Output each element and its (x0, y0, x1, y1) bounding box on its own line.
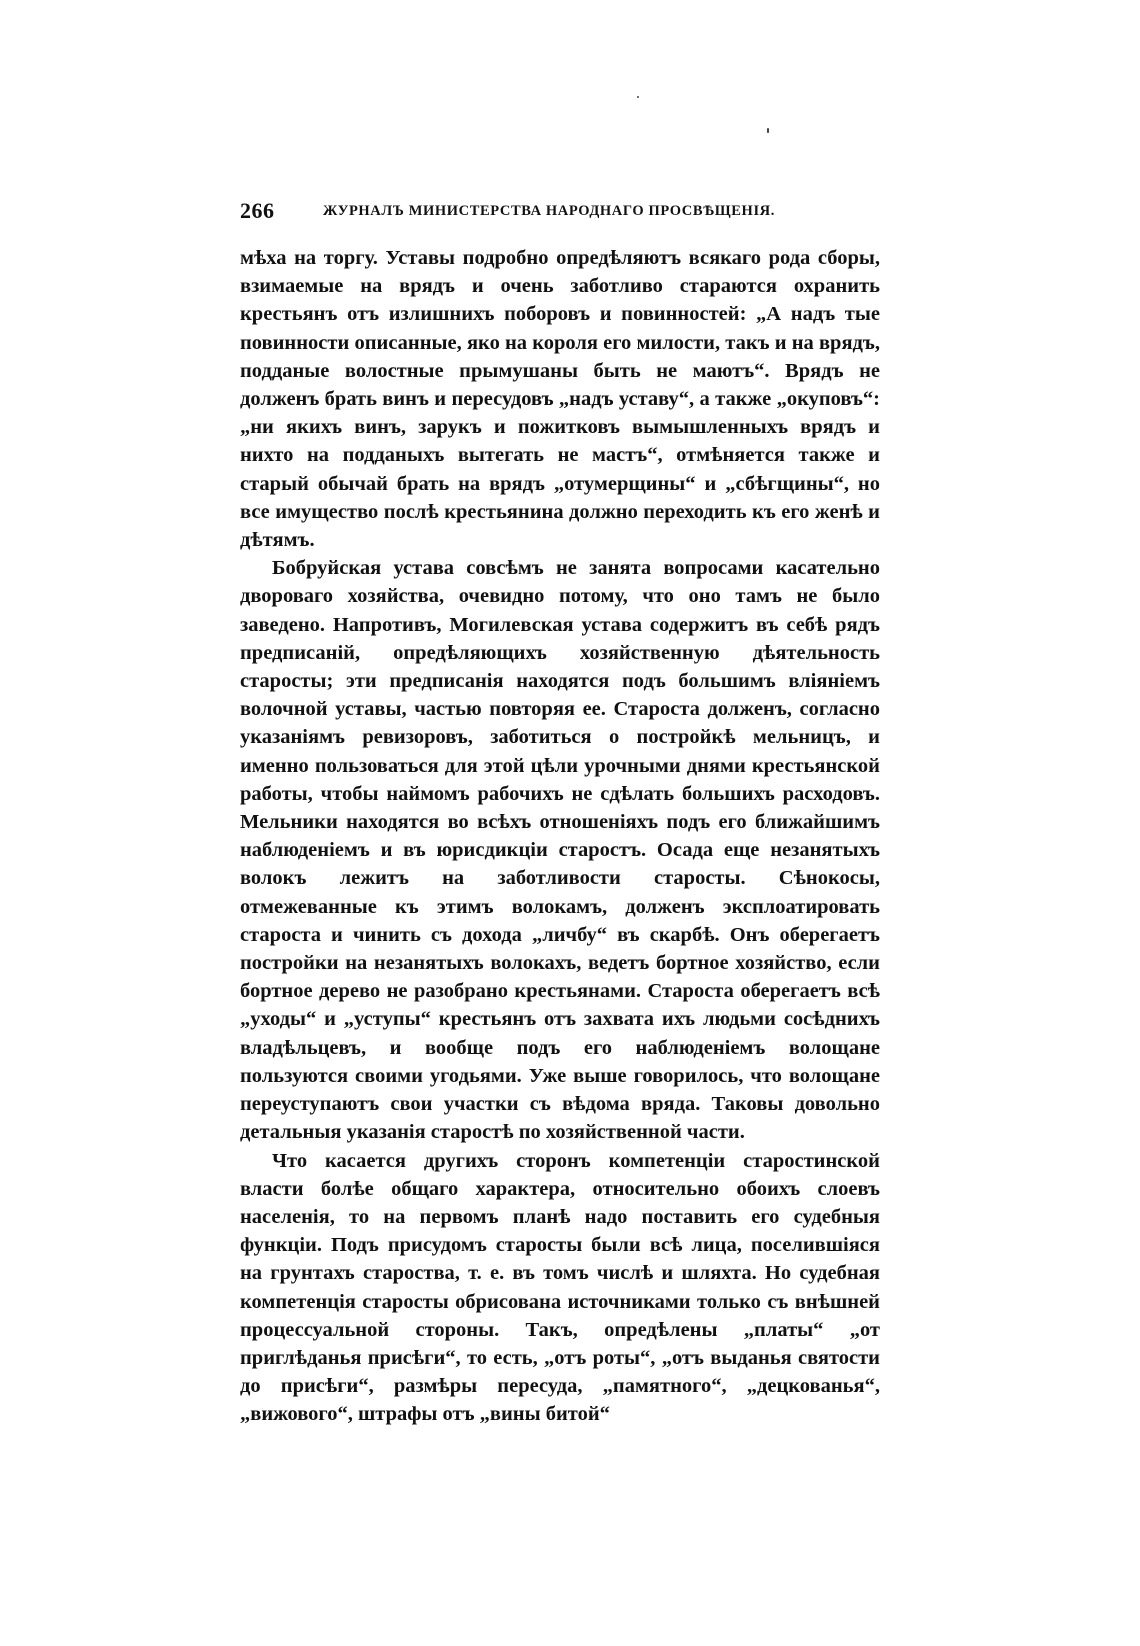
page-header (240, 198, 880, 228)
page-number: 266 (240, 198, 275, 223)
paragraph-starosta-competence: Что касается другихъ сторонъ компетенціи старостинской власти болѣе общаго характера, относительно обоихъ слоевъ населенія, то на первомъ планѣ надо поставить его судебныя функціи. Подъ присудомъ старосты были всѣ лица, поселившіяся на грунтахъ староства, т. е. въ томъ числѣ и шляхта. Но судебная компетенція старосты обрисована источниками только съ внѣшней процессуальной стороны. Такъ, опредѣлены „платы“ „от приглѣданья присѣги“, то есть, „отъ роты“, „отъ выданья святости до присѣги“, размѣры пересуда, „памятного“, „децкованья“, „вижового“, штрафы отъ „вины битой“ (240, 1149, 880, 1426)
paragraph-bobruisk-ustava: Бобруйская устава совсѣмъ не занята вопросами касательно двороваго хозяйства, очевидно потому, что оно тамъ не было заведено. Напротивъ, Могилевская устава содержитъ въ себѣ рядъ предписаній, опредѣляющихъ хозяйственную дѣятельность старосты; эти предписанія находятся подъ большимъ вліяніемъ волочной уставы, частью повторяя ее. Староста долженъ, согласно указаніямъ ревизоровъ, заботиться о постройкѣ мельницъ, и именно пользоваться для этой цѣли урочными днями крестьянской работы, чтобы наймомъ рабочихъ не сдѣлать большихъ расходовъ. Мельники находятся во всѣхъ отношеніяхъ подъ его ближайшимъ наблюденіемъ и въ юрисдикціи старостъ. Осада еще незанятыхъ волокъ лежитъ на заботливости старосты. Сѣнокосы, отмежеванные къ этимъ волокамъ, долженъ эксплоатировать староста и чинить съ дохода „личбу“ въ скарбѣ. Онъ оберегаетъ постройки на незанятыхъ волокахъ, ведетъ бортное хозяйство, если бортное дерево не разобрано крестьянами. Староста оберегаетъ всѣ „уходы“ и „уступы“ крестьянъ отъ захвата ихъ людьми сосѣднихъ владѣльцевъ, и вообще подъ его наблюденіемъ волощане пользуются своими угодьями. Уже выше говорилось, что волощане переуступаютъ свои участки съ вѣдома вряда. Таковы довольно детальныя указанія старостѣ по хозяйственной части. (240, 557, 880, 1144)
running-title: ЖУРНАЛЪ МИНИСТЕРСТВА НАРОДНАГО ПРОСВѢЩЕНІЯ. (323, 203, 775, 219)
dust-speck (767, 128, 769, 133)
dust-speck (637, 96, 639, 98)
body-text (240, 244, 880, 1429)
paragraph-continued: мѣха на торгу. Уставы подробно опредѣляютъ всякаго рода сборы, взимаемые на врядъ и очень заботливо стараются охранить крестьянъ отъ излишнихъ поборовъ и повинностей: „А надъ тые повинности описанные, яко на короля его милости, такъ и на врядъ, подданые волостные прымушаны быть не маютъ“. Врядъ не долженъ брать винъ и пересудовъ „надъ уставу“, а также „окуповъ“: „ни якихъ винъ, зарукъ и пожитковъ вымышленныхъ врядъ и нихто на подданыхъ вытегать не мастъ“, отмѣняется также и старый обычай брать на врядъ „отумерщины“ и „сбѣгщины“, но все имущество послѣ крестьянина должно переходить къ его женѣ и дѣтямъ. (240, 247, 880, 552)
